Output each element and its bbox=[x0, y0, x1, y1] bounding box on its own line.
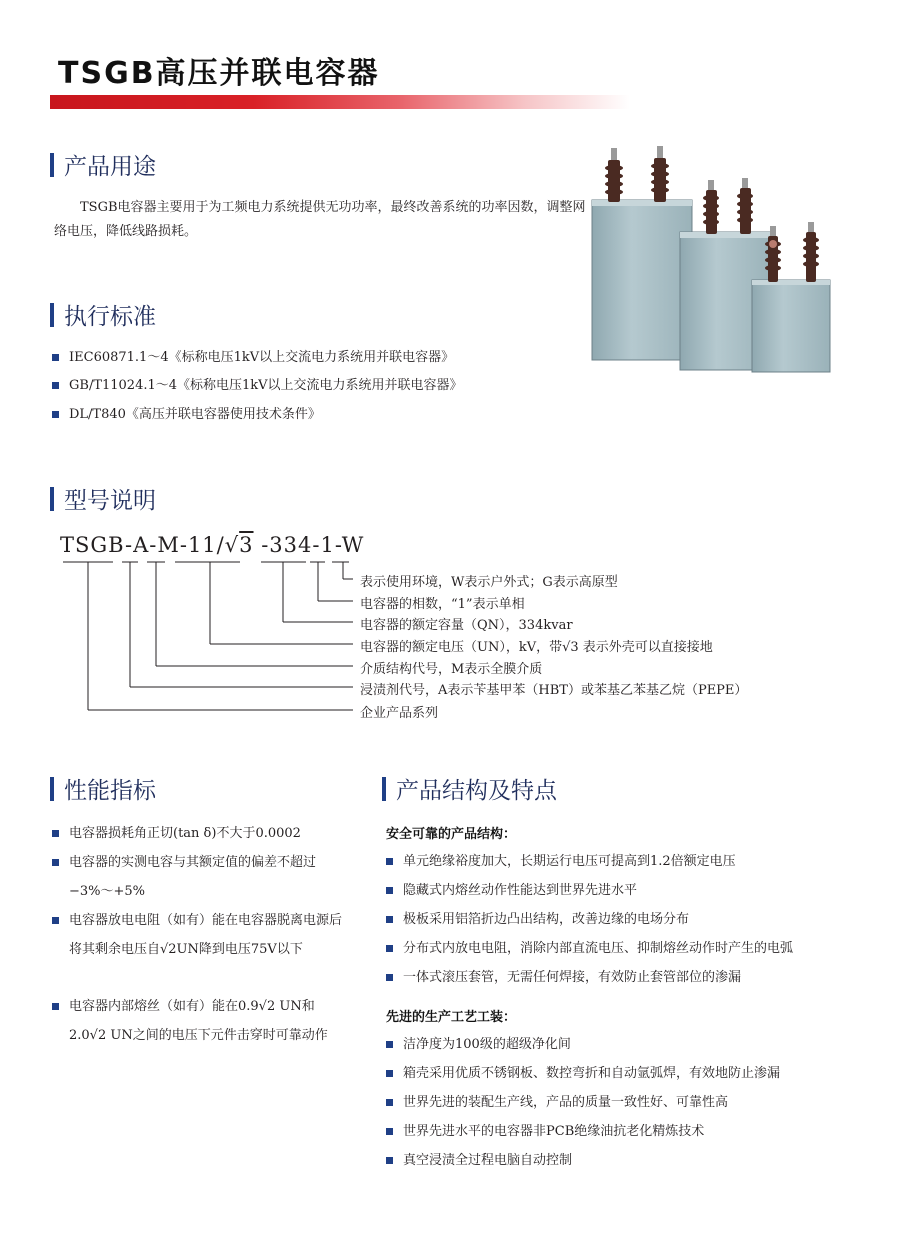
model-legend-item: 介质结构代号，M表示全膜介质 bbox=[360, 662, 543, 677]
performance-item: 电容器内部熔丝（如有）能在0.9√2 UN和2.0√2 UN之间的电压下元件击穿时可靠动作 bbox=[52, 997, 342, 1050]
capacitor-product-image bbox=[580, 140, 840, 380]
section-model-title: 型号说明 bbox=[64, 488, 156, 514]
model-code-suffix: -334-1-W bbox=[261, 533, 365, 557]
bullet-square-icon bbox=[52, 382, 59, 389]
model-code-prefix: TSGB-A-M-11/ bbox=[60, 533, 225, 557]
heading-marker bbox=[382, 777, 386, 801]
performance-item: 电容器的实测电容与其额定值的偏差不超过−3%～+5% bbox=[52, 853, 342, 906]
section-heading-structure bbox=[382, 772, 557, 805]
heading-marker bbox=[50, 303, 54, 327]
section-heading-model bbox=[50, 482, 156, 515]
standard-item: GB/T11024.1～4《标称电压1kV以上交流电力系统用并联电容器》 bbox=[52, 376, 463, 396]
bullet-square-icon bbox=[386, 1157, 393, 1164]
bullet-square-icon bbox=[386, 1070, 393, 1077]
bullet-square-icon bbox=[52, 830, 59, 837]
process-item: 真空浸渍全过程电脑自动控制 bbox=[386, 1151, 572, 1171]
bullet-square-icon bbox=[52, 859, 59, 866]
usage-paragraph: TSGB电容器主要用于为工频电力系统提供无功功率，最终改善系统的功率因数，调整网络电压，降低线路损耗。 bbox=[54, 200, 586, 239]
bullet-square-icon bbox=[386, 1128, 393, 1135]
heading-marker bbox=[50, 487, 54, 511]
standard-item: IEC60871.1～4《标称电压1kV以上交流电力系统用并联电容器》 bbox=[52, 348, 454, 368]
performance-item: 电容器损耗角正切(tan δ)不大于0.0002 bbox=[52, 824, 301, 844]
section-performance-title: 性能指标 bbox=[64, 778, 156, 804]
bullet-square-icon bbox=[386, 974, 393, 981]
process-item: 世界先进的装配生产线，产品的质量一致性好、可靠性高 bbox=[386, 1093, 728, 1113]
bullet-square-icon bbox=[386, 916, 393, 923]
bullet-square-icon bbox=[386, 858, 393, 865]
process-item: 洁净度为100级的超级净化间 bbox=[386, 1035, 571, 1055]
bullet-square-icon bbox=[52, 1003, 59, 1010]
safety-item: 极板采用铝箔折边凸出结构，改善边缘的电场分布 bbox=[386, 910, 689, 930]
safety-item: 隐藏式内熔丝动作性能达到世界先进水平 bbox=[386, 881, 637, 901]
bullet-square-icon bbox=[386, 1041, 393, 1048]
section-heading-performance bbox=[50, 772, 156, 805]
safety-subheading: 安全可靠的产品结构： bbox=[386, 827, 517, 842]
process-item: 箱壳采用优质不锈钢板、数控弯折和自动氩弧焊，有效地防止渗漏 bbox=[386, 1064, 780, 1084]
process-item: 世界先进水平的电容器非PCB绝缘油抗老化精炼技术 bbox=[386, 1122, 704, 1142]
safety-item: 分布式内放电电阻，消除内部直流电压、抑制熔丝动作时产生的电弧 bbox=[386, 939, 793, 959]
heading-marker bbox=[50, 153, 54, 177]
model-legend-connector-lines bbox=[55, 560, 365, 720]
model-legend-item: 表示使用环境，W表示户外式；G表示高原型 bbox=[360, 575, 618, 590]
performance-item: 电容器放电电阻（如有）能在电容器脱离电源后将其剩余电压自√2UN降到电压75V以下 bbox=[52, 911, 342, 964]
model-legend-item: 电容器的额定电压（UN），kV，带√3 表示外壳可以直接接地 bbox=[360, 640, 713, 655]
bullet-square-icon bbox=[386, 887, 393, 894]
bullet-square-icon bbox=[52, 411, 59, 418]
model-legend-item: 电容器的相数，“1”表示单相 bbox=[360, 597, 525, 612]
safety-item: 一体式滚压套管，无需任何焊接，有效防止套管部位的渗漏 bbox=[386, 968, 741, 988]
process-subheading: 先进的生产工艺工装： bbox=[386, 1010, 517, 1025]
bullet-square-icon bbox=[52, 354, 59, 361]
section-structure-title: 产品结构及特点 bbox=[396, 778, 557, 804]
bullet-square-icon bbox=[386, 945, 393, 952]
model-code-sqrt-value: 3 bbox=[239, 533, 254, 557]
bullet-square-icon bbox=[52, 917, 59, 924]
section-heading-usage bbox=[50, 148, 156, 181]
model-legend-item: 电容器的额定容量（QN），334kvar bbox=[360, 618, 573, 633]
model-code bbox=[60, 533, 364, 557]
title-underline-bar bbox=[50, 95, 630, 109]
bullet-square-icon bbox=[386, 1099, 393, 1106]
section-heading-standards bbox=[50, 298, 156, 331]
page-title: TSGB高压并联电容器 bbox=[58, 56, 380, 91]
section-standards-title: 执行标准 bbox=[64, 304, 156, 330]
standard-item: DL/T840《高压并联电容器使用技术条件》 bbox=[52, 405, 321, 425]
model-legend-item: 企业产品系列 bbox=[360, 706, 439, 721]
heading-marker bbox=[50, 777, 54, 801]
sqrt-symbol: √ bbox=[224, 533, 240, 557]
section-usage-title: 产品用途 bbox=[64, 154, 156, 180]
safety-item: 单元绝缘裕度加大，长期运行电压可提高到1.2倍额定电压 bbox=[386, 852, 736, 872]
model-legend-item: 浸渍剂代号，A表示苄基甲苯（HBT）或苯基乙苯基乙烷（PEPE） bbox=[360, 683, 748, 698]
